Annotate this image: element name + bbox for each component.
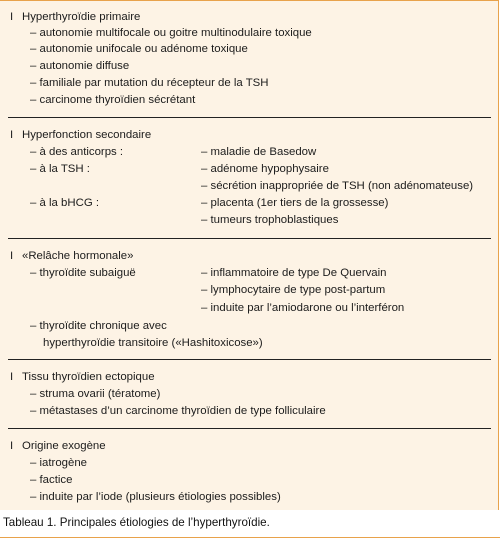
list-item: – autonomie diffuse [30, 60, 130, 72]
cause-detail: – placenta (1er tiers de la grossesse) [201, 197, 389, 209]
section-bullet: I [10, 250, 14, 262]
list-item: – métastases d’un carcinome thyroïdien de type folliculaire [30, 405, 326, 417]
cause-detail: – induite par l’amiodarone ou l’interféron [201, 302, 405, 314]
list-item: – autonomie unifocale ou adénome toxique [30, 43, 248, 55]
cause-detail: – inflammatoire de type De Quervain [201, 267, 387, 279]
list-item: – familiale par mutation du récepteur de la TSH [30, 77, 269, 89]
list-item: – iatrogène [30, 457, 87, 469]
section-divider [8, 428, 491, 429]
section-divider [8, 359, 491, 360]
section-bullet: I [10, 11, 14, 23]
caption-divider [0, 537, 500, 538]
cause-label: – thyroïdite subaiguë [30, 267, 136, 279]
cause-label: – à la TSH : [30, 163, 90, 175]
section-title-primary: Hyperthyroïdie primaire [22, 11, 141, 23]
cause-detail: – sécrétion inappropriée de TSH (non adénomateuse) [201, 180, 474, 192]
section-title-ectopic: Tissu thyroïdien ectopique [22, 371, 155, 383]
cause-label: – à des anticorps : [30, 146, 124, 158]
cause-detail: – lymphocytaire de type post-partum [201, 284, 386, 296]
cause-label-continued: hyperthyroïdie transitoire («Hashitoxicose») [43, 337, 263, 349]
section-bullet: I [10, 371, 14, 383]
list-item: – autonomie multifocale ou goitre multinodulaire toxique [30, 27, 312, 39]
section-bullet: I [10, 440, 14, 452]
section-divider [8, 117, 491, 118]
table-caption: Tableau 1. Principales étiologies de l’hyperthyroïdie. [3, 516, 270, 529]
section-divider [8, 238, 491, 239]
section-title-exogenous: Origine exogène [22, 440, 106, 452]
cause-detail: – tumeurs trophoblastiques [201, 214, 339, 226]
cause-detail: – adénome hypophysaire [201, 163, 329, 175]
section-bullet: I [10, 129, 14, 141]
list-item: – factice [30, 474, 73, 486]
cause-label: – thyroïdite chronique avec [30, 320, 167, 332]
cause-label: – à la bHCG : [30, 197, 100, 209]
section-title-relache: «Relâche hormonale» [22, 250, 134, 262]
cause-detail: – maladie de Basedow [201, 146, 317, 158]
section-title-secondary: Hyperfonction secondaire [22, 129, 152, 141]
list-item: – struma ovarii (tératome) [30, 388, 161, 400]
list-item: – carcinome thyroïdien sécrétant [30, 94, 196, 106]
list-item: – induite par l’iode (plusieurs étiologies possibles) [30, 491, 281, 503]
